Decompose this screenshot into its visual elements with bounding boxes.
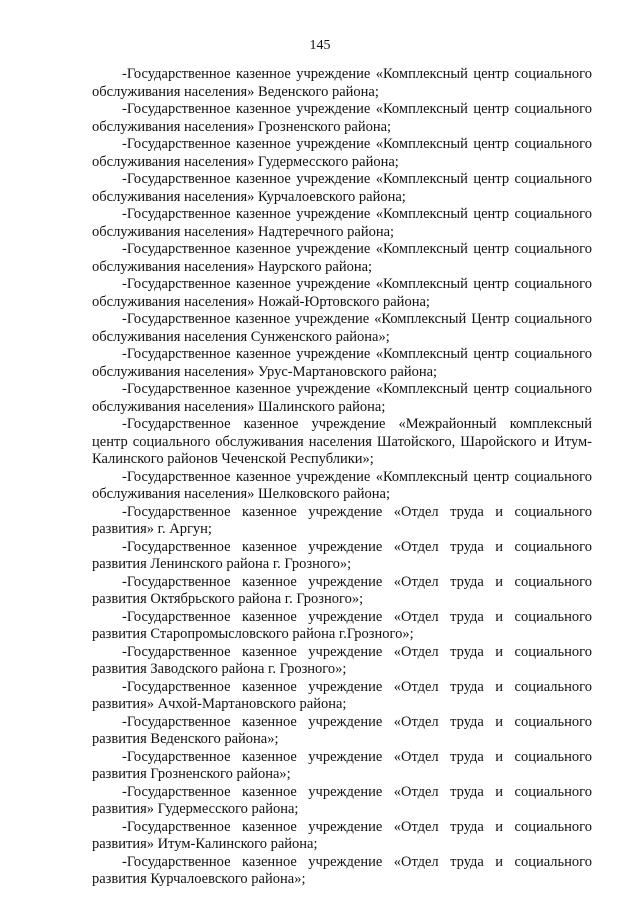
list-item: -Государственное казенное учреждение «Отдел труда и социального развития Старопромысловского района г.Грозного»; (92, 608, 592, 642)
list-item: -Государственное казенное учреждение «Отдел труда и социального развития Заводского района г. Грозного»; (92, 643, 592, 677)
list-item: -Государственное казенное учреждение «Комплексный центр социального обслуживания населения» Наурского района; (92, 241, 592, 275)
list-item: -Государственное казенное учреждение «Комплексный Центр социального обслуживания населения Сунженского района»; (92, 311, 592, 345)
list-item: -Государственное казенное учреждение «Отдел труда и социального развития» г. Аргун; (92, 503, 592, 537)
list-item: -Государственное казенное учреждение «Комплексный центр социального обслуживания населения» Шелковского района; (92, 468, 592, 502)
list-item: -Государственное казенное учреждение «Отдел труда и социального развития Веденского района»; (92, 713, 592, 747)
list-item: -Государственное казенное учреждение «Комплексный центр социального обслуживания населения» Курчалоевского района; (92, 171, 592, 205)
body-text (92, 66, 592, 889)
list-item: -Государственное казенное учреждение «Отдел труда и социального развития» Гудермесского района; (92, 783, 592, 817)
list-item: -Государственное казенное учреждение «Комплексный центр социального обслуживания населения» Урус-Мартановского района; (92, 346, 592, 380)
list-item: -Государственное казенное учреждение «Отдел труда и социального развития Курчалоевского района»; (92, 853, 592, 887)
list-item: -Государственное казенное учреждение «Межрайонный комплексный центр социального обслуживания населения Шатойского, Шаройского и Итум-Калинского районов Чеченской Республики»; (92, 416, 592, 467)
list-item: -Государственное казенное учреждение «Отдел труда и социального развития Ленинского района г. Грозного»; (92, 538, 592, 572)
list-item: -Государственное казенное учреждение «Комплексный центр социального обслуживания населения» Гудермесского района; (92, 136, 592, 170)
list-item: -Государственное казенное учреждение «Отдел труда и социального развития» Ачхой-Мартановского района; (92, 678, 592, 712)
list-item: -Государственное казенное учреждение «Комплексный центр социального обслуживания населения» Надтеречного района; (92, 206, 592, 240)
list-item: -Государственное казенное учреждение «Отдел труда и социального развития Октябрьского района г. Грозного»; (92, 573, 592, 607)
page-number: 145 (309, 38, 331, 53)
list-item: -Государственное казенное учреждение «Комплексный центр социального обслуживания населения» Веденского района; (92, 66, 592, 100)
list-item: -Государственное казенное учреждение «Комплексный центр социального обслуживания населения» Ножай-Юртовского района; (92, 276, 592, 310)
list-item: -Государственное казенное учреждение «Отдел труда и социального развития» Итум-Калинского района; (92, 818, 592, 852)
list-item: -Государственное казенное учреждение «Комплексный центр социального обслуживания населения» Грозненского района; (92, 101, 592, 135)
list-item: -Государственное казенное учреждение «Комплексный центр социального обслуживания населения» Шалинского района; (92, 381, 592, 415)
list-item: -Государственное казенное учреждение «Отдел труда и социального развития Грозненского района»; (92, 748, 592, 782)
